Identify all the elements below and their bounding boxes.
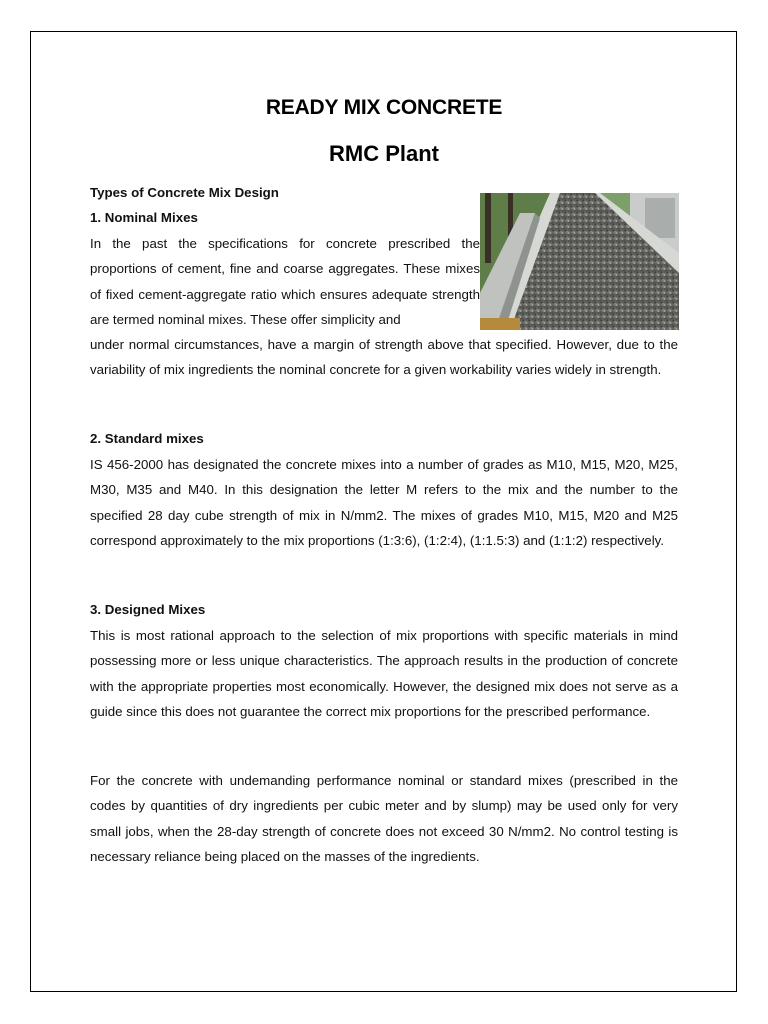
section-intro-heading: Types of Concrete Mix Design <box>90 185 279 200</box>
nominal-mixes-heading: 1. Nominal Mixes <box>90 210 198 225</box>
standard-mixes-heading: 2. Standard mixes <box>90 431 204 446</box>
designed-mixes-paragraph: This is most rational approach to the selection of mix proportions with specific materials in mind possessing more or less unique characteristics. The approach results in the production of concrete with the appropriate properties most economically. However, the designed mix does not serve as a guide since this does not guarantee the correct mix proportions for the prescribed performance. <box>90 628 678 719</box>
document-subtitle: RMC Plant <box>329 141 439 166</box>
designed-mixes-heading: 3. Designed Mixes <box>90 602 206 617</box>
document-title: READY MIX CONCRETE <box>265 96 503 119</box>
nominal-mixes-paragraph: under normal circumstances, have a margin of strength above that specified. However, due to the variability of mix ingredients the nominal concrete for a given workability varies widely in strength. <box>90 337 678 378</box>
closing-paragraph: For the concrete with undemanding performance nominal or standard mixes (prescribed in the codes by quantities of dry ingredients per cubic meter and by slump) may be used only for very small jobs, when the 28-day strength of concrete does not exceed 30 N/mm2. No control testing is necessary reliance being placed on the masses of the ingredients. <box>90 773 678 864</box>
standard-mixes-paragraph: IS 456-2000 has designated the concrete mixes into a number of grades as M10, M15, M20, M25, M30, M35 and M40. In this designation the letter M refers to the mix and the number to the specified 28 day cube strength of mix in N/mm2. The mixes of grades M10, M15, M20 and M25 correspond approximately to the mix proportions (1:3:6), (1:2:4), (1:1.5:3) and (1:1:2) respectively. <box>90 457 678 548</box>
concrete-chute-photo <box>480 193 679 330</box>
nominal-mixes-paragraph-wrapped: In the past the specifications for concrete prescribed the proportions of cement, fine and coarse aggregates. These mixes of fixed cement-aggregate ratio which ensures adequate strength are termed nominal mixes. These offer simplicity and <box>90 236 480 327</box>
